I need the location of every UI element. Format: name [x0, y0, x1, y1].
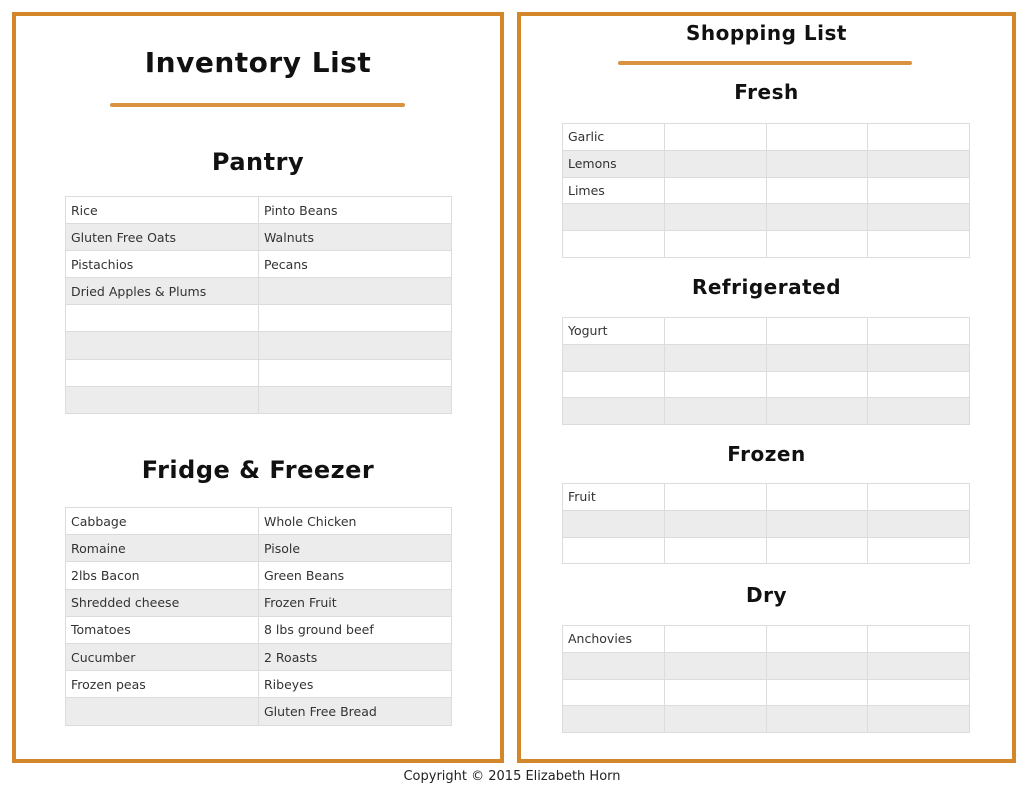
- table-cell[interactable]: [664, 371, 766, 398]
- table-cell[interactable]: [868, 124, 970, 151]
- refrigerated-table: [562, 317, 970, 425]
- table-cell[interactable]: [766, 204, 868, 231]
- table-cell[interactable]: [766, 150, 868, 177]
- table-cell[interactable]: [664, 652, 766, 679]
- table-row: [563, 679, 970, 706]
- table-cell[interactable]: [868, 679, 970, 706]
- table-cell[interactable]: Pisole: [259, 535, 452, 562]
- table-cell[interactable]: [868, 231, 970, 258]
- table-cell[interactable]: [868, 398, 970, 425]
- table-row: [66, 616, 452, 643]
- table-row: [563, 510, 970, 537]
- table-cell[interactable]: [664, 318, 766, 345]
- table-cell[interactable]: [868, 177, 970, 204]
- table-cell[interactable]: [766, 231, 868, 258]
- table-cell[interactable]: [766, 344, 868, 371]
- table-cell[interactable]: Pistachios: [66, 251, 259, 278]
- table-cell[interactable]: [766, 510, 868, 537]
- table-row: [563, 204, 970, 231]
- table-cell[interactable]: [868, 318, 970, 345]
- table-cell[interactable]: [563, 537, 665, 564]
- table-row: [66, 535, 452, 562]
- table-row: [563, 537, 970, 564]
- pantry-table: [65, 196, 452, 414]
- inventory-title: Inventory List: [144, 46, 372, 79]
- table-cell[interactable]: [868, 484, 970, 511]
- table-row: [66, 305, 452, 332]
- table-cell[interactable]: [259, 278, 452, 305]
- table-cell[interactable]: [563, 398, 665, 425]
- table-row: [66, 562, 452, 589]
- table-cell[interactable]: [664, 679, 766, 706]
- shopping-title: Shopping List: [686, 21, 847, 45]
- table-row: [563, 124, 970, 151]
- table-cell[interactable]: Garlic: [563, 124, 665, 151]
- table-cell[interactable]: 2lbs Bacon: [66, 562, 259, 589]
- table-cell[interactable]: [868, 706, 970, 733]
- table-row: [66, 671, 452, 698]
- table-cell[interactable]: [563, 652, 665, 679]
- title-underline: [618, 61, 912, 65]
- table-cell[interactable]: [664, 398, 766, 425]
- fridge-heading: Fridge & Freezer: [141, 456, 375, 484]
- table-cell[interactable]: [66, 332, 259, 359]
- frozen-heading: Frozen: [727, 442, 806, 466]
- frozen-table: [562, 483, 970, 564]
- table-row: [66, 332, 452, 359]
- fridge-table: [65, 507, 452, 726]
- table-cell[interactable]: [868, 371, 970, 398]
- table-row: [563, 344, 970, 371]
- table-cell[interactable]: [868, 204, 970, 231]
- table-cell[interactable]: Whole Chicken: [259, 508, 452, 535]
- table-cell[interactable]: [868, 537, 970, 564]
- table-cell[interactable]: [66, 305, 259, 332]
- table-cell[interactable]: Cabbage: [66, 508, 259, 535]
- table-cell[interactable]: Yogurt: [563, 318, 665, 345]
- table-cell[interactable]: [563, 679, 665, 706]
- table-cell[interactable]: [766, 484, 868, 511]
- table-cell[interactable]: [664, 626, 766, 653]
- table-row: [66, 589, 452, 616]
- table-cell[interactable]: [766, 652, 868, 679]
- table-cell[interactable]: [766, 626, 868, 653]
- table-row: [66, 508, 452, 535]
- table-cell[interactable]: [563, 371, 665, 398]
- table-cell[interactable]: [766, 679, 868, 706]
- table-cell[interactable]: [664, 706, 766, 733]
- table-cell[interactable]: Dried Apples & Plums: [66, 278, 259, 305]
- table-cell[interactable]: Pecans: [259, 251, 452, 278]
- table-cell[interactable]: [664, 484, 766, 511]
- table-cell[interactable]: [563, 231, 665, 258]
- table-cell[interactable]: [259, 332, 452, 359]
- table-cell[interactable]: [259, 305, 452, 332]
- table-cell[interactable]: [563, 344, 665, 371]
- table-row: [66, 643, 452, 670]
- table-cell[interactable]: [664, 510, 766, 537]
- table-cell[interactable]: [766, 124, 868, 151]
- table-cell[interactable]: Pinto Beans: [259, 197, 452, 224]
- table-cell[interactable]: [766, 177, 868, 204]
- table-cell[interactable]: [563, 706, 665, 733]
- table-cell[interactable]: [868, 510, 970, 537]
- table-row: [563, 626, 970, 653]
- table-row: [66, 698, 452, 725]
- table-cell[interactable]: 2 Roasts: [259, 643, 452, 670]
- table-cell[interactable]: [664, 231, 766, 258]
- table-cell[interactable]: [664, 344, 766, 371]
- table-cell[interactable]: [766, 371, 868, 398]
- title-underline: [110, 103, 405, 107]
- table-cell[interactable]: [664, 124, 766, 151]
- table-row: [66, 278, 452, 305]
- table-row: [563, 398, 970, 425]
- table-cell[interactable]: Rice: [66, 197, 259, 224]
- table-cell[interactable]: [66, 386, 259, 413]
- fresh-table: [562, 123, 970, 258]
- copyright: Copyright © 2015 Elizabeth Horn: [403, 769, 621, 784]
- table-row: [563, 371, 970, 398]
- table-row: [66, 224, 452, 251]
- table-row: [563, 484, 970, 511]
- table-cell[interactable]: Limes: [563, 177, 665, 204]
- table-cell[interactable]: Green Beans: [259, 562, 452, 589]
- table-cell[interactable]: Frozen peas: [66, 671, 259, 698]
- table-cell[interactable]: Romaine: [66, 535, 259, 562]
- table-cell[interactable]: Frozen Fruit: [259, 589, 452, 616]
- table-cell[interactable]: [766, 318, 868, 345]
- table-cell[interactable]: [563, 510, 665, 537]
- table-cell[interactable]: Gluten Free Bread: [259, 698, 452, 725]
- table-cell[interactable]: [868, 652, 970, 679]
- dry-table: [562, 625, 970, 733]
- table-cell[interactable]: Walnuts: [259, 224, 452, 251]
- table-cell[interactable]: [868, 150, 970, 177]
- table-cell[interactable]: Cucumber: [66, 643, 259, 670]
- table-row: [563, 318, 970, 345]
- fresh-heading: Fresh: [734, 80, 799, 104]
- table-row: [563, 231, 970, 258]
- table-cell[interactable]: [66, 698, 259, 725]
- table-cell[interactable]: [766, 537, 868, 564]
- table-cell[interactable]: Anchovies: [563, 626, 665, 653]
- table-row: [66, 386, 452, 413]
- table-cell[interactable]: Tomatoes: [66, 616, 259, 643]
- table-cell[interactable]: Fruit: [563, 484, 665, 511]
- table-row: [563, 177, 970, 204]
- table-row: [66, 359, 452, 386]
- table-cell[interactable]: [868, 626, 970, 653]
- table-cell[interactable]: Gluten Free Oats: [66, 224, 259, 251]
- table-row: [66, 197, 452, 224]
- table-cell[interactable]: Shredded cheese: [66, 589, 259, 616]
- table-cell[interactable]: [259, 386, 452, 413]
- table-cell[interactable]: Ribeyes: [259, 671, 452, 698]
- pantry-heading: Pantry: [211, 148, 305, 176]
- table-cell[interactable]: Lemons: [563, 150, 665, 177]
- table-cell[interactable]: [563, 204, 665, 231]
- table-cell[interactable]: [664, 537, 766, 564]
- table-row: [563, 150, 970, 177]
- table-cell[interactable]: 8 lbs ground beef: [259, 616, 452, 643]
- dry-heading: Dry: [745, 583, 787, 607]
- table-cell[interactable]: [664, 177, 766, 204]
- table-cell[interactable]: [259, 359, 452, 386]
- table-row: [563, 706, 970, 733]
- table-cell[interactable]: [766, 706, 868, 733]
- table-cell[interactable]: [66, 359, 259, 386]
- table-row: [563, 652, 970, 679]
- table-cell[interactable]: [664, 150, 766, 177]
- table-cell[interactable]: [664, 204, 766, 231]
- table-cell[interactable]: [868, 344, 970, 371]
- refrigerated-heading: Refrigerated: [691, 275, 842, 299]
- table-cell[interactable]: [766, 398, 868, 425]
- table-row: [66, 251, 452, 278]
